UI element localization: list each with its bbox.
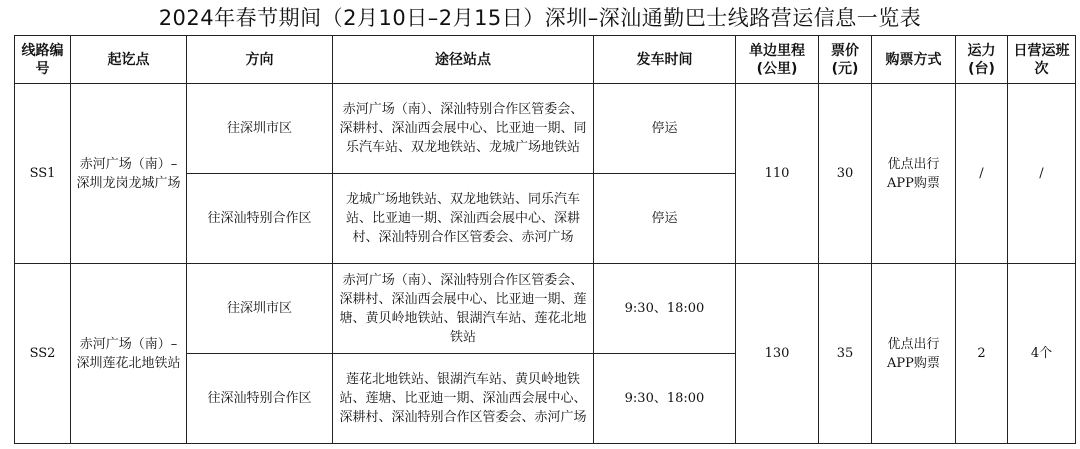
header-row: [15, 36, 1076, 84]
fare-cell: 35: [819, 264, 872, 444]
header-stops: 途径站点: [333, 36, 594, 84]
direction-cell: 往深汕特别合作区: [187, 174, 333, 264]
stops-cell: 龙城广场地铁站、双龙地铁站、同乐汽车站、比亚迪一期、深汕西会展中心、深耕村、深汕特别合作区管委会、赤河广场: [333, 174, 594, 264]
header-daily-trips: 日营运班次: [1008, 36, 1076, 84]
header-line-no: 线路编号: [15, 36, 71, 84]
direction-cell: 往深圳市区: [187, 84, 333, 174]
distance-cell: 110: [736, 84, 819, 264]
header-capacity: 运力(台): [956, 36, 1008, 84]
stops-cell: 赤河广场（南）、深汕特别合作区管委会、深耕村、深汕西会展中心、比亚迪一期、同乐汽车站、双龙地铁站、龙城广场地铁站: [333, 84, 594, 174]
departure-cell: 停运: [594, 174, 736, 264]
line-number-cell: SS1: [15, 84, 71, 264]
purchase-cell: 优点出行APP购票: [872, 264, 956, 444]
route-cell: 赤河广场（南）–深圳莲花北地铁站: [71, 264, 187, 444]
header-distance: 单边里程(公里): [736, 36, 819, 84]
header-purchase: 购票方式: [872, 36, 956, 84]
header-route: 起讫点: [71, 36, 187, 84]
departure-cell: 9:30、18:00: [594, 264, 736, 354]
header-direction: 方向: [187, 36, 333, 84]
line-number-cell: SS2: [15, 264, 71, 444]
schedule-table: [14, 35, 1076, 444]
departure-cell: 停运: [594, 84, 736, 174]
distance-cell: 130: [736, 264, 819, 444]
table-row: [15, 264, 1076, 354]
route-cell: 赤河广场（南）–深圳龙岗龙城广场: [71, 84, 187, 264]
fare-cell: 30: [819, 84, 872, 264]
direction-cell: 往深圳市区: [187, 264, 333, 354]
direction-cell: 往深汕特别合作区: [187, 354, 333, 444]
purchase-cell: 优点出行APP购票: [872, 84, 956, 264]
page-title: 2024年春节期间（2月10日–2月15日）深圳–深汕通勤巴士线路营运信息一览表: [158, 6, 922, 30]
capacity-cell: 2: [956, 264, 1008, 444]
daily-trips-cell: /: [1008, 84, 1076, 264]
departure-cell: 9:30、18:00: [594, 354, 736, 444]
header-fare: 票价(元): [819, 36, 872, 84]
table-row: [15, 84, 1076, 174]
header-departure: 发车时间: [594, 36, 736, 84]
stops-cell: 赤河广场（南）、深汕特别合作区管委会、深耕村、深汕西会展中心、比亚迪一期、莲塘、黄贝岭地铁站、银湖汽车站、莲花北地铁站: [333, 264, 594, 354]
daily-trips-cell: 4个: [1008, 264, 1076, 444]
capacity-cell: /: [956, 84, 1008, 264]
stops-cell: 莲花北地铁站、银湖汽车站、黄贝岭地铁站、莲塘、比亚迪一期、深汕西会展中心、深耕村、深汕特别合作区管委会、赤河广场: [333, 354, 594, 444]
